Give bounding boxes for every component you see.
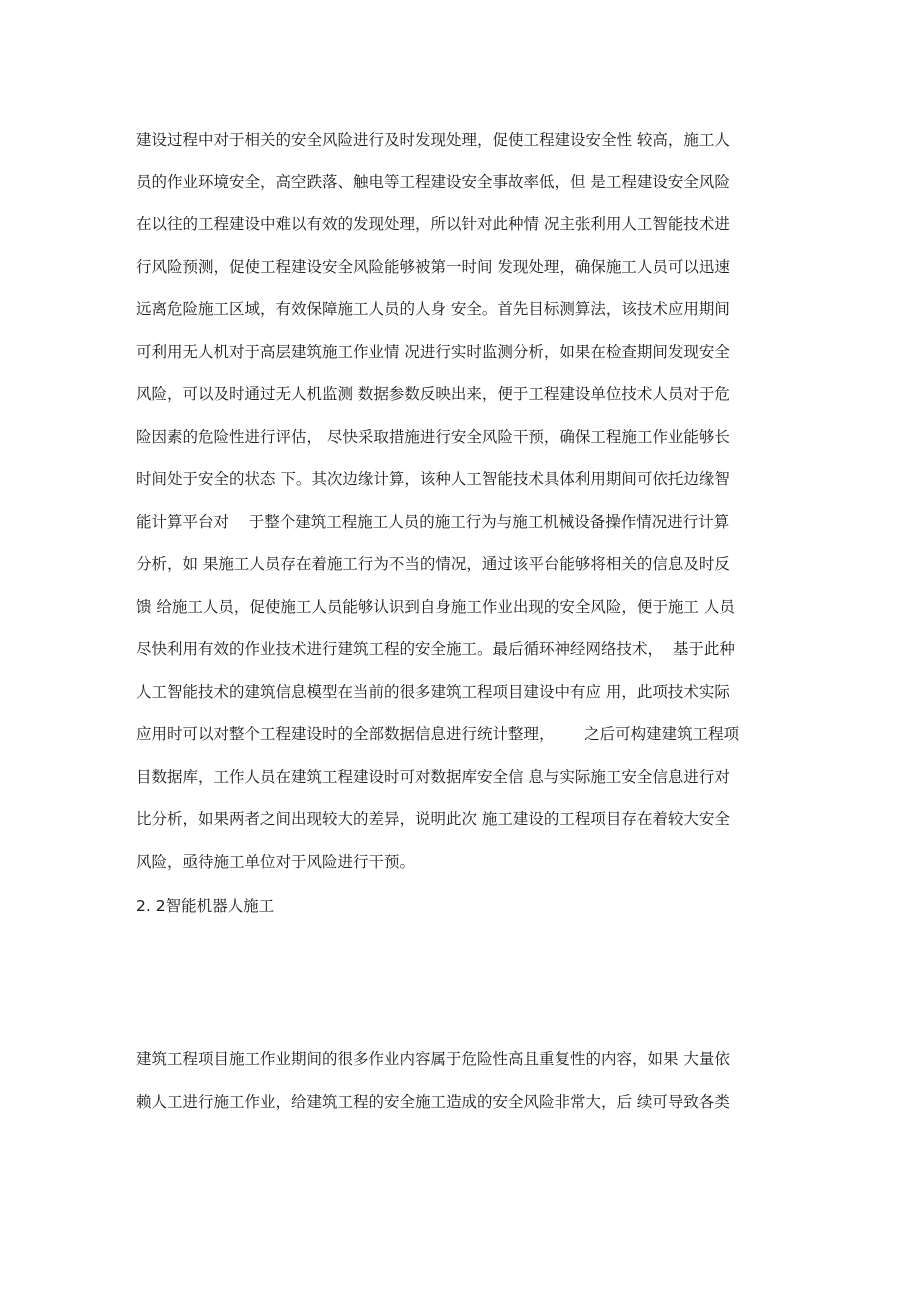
paragraph-line: 可利用无人机对于高层建筑施工作业情 况进行实时监测分析，如果在检查期间发现安全 [136,343,730,361]
paragraph-line: 能计算平台对 于整个建筑工程施工人员的施工行为与施工机械设备操作情况进行计算 [136,513,730,531]
paragraph-line: 比分析，如果两者之间出现较大的差异，说明此次 施工建设的工程项目存在着较大安全 [136,810,730,828]
paragraph-line: 风险，可以及时通过无人机监测 数据参数反映出来，便于工程建设单位技术人员对于危 [136,385,730,403]
paragraph-line: 建筑工程项目施工作业期间的很多作业内容属于危险性高且重复性的内容，如果 大量依 [136,1050,730,1068]
paragraph-line: 行风险预测，促使工程建设安全风险能够被第一时间 发现处理，确保施工人员可以迅速 [136,258,730,276]
paragraph-line: 目数据库，工作人员在建筑工程建设时可对数据库安全信 息与实际施工安全信息进行对 [136,768,730,786]
paragraph-line: 险因素的危险性进行评估， 尽快采取措施进行安全风险干预，确保工程施工作业能够长 [136,428,730,446]
paragraph-line: 馈 给施工人员，促使施工人员能够认识到自身施工作业出现的安全风险，便于施工 人员 [136,598,735,616]
section-heading: 2. 2智能机器人施工 [136,897,275,915]
paragraph-line: 尽快利用有效的作业技术进行建筑工程的安全施工。最后循环神经网络技术， 基于此种 [136,640,735,658]
paragraph-line: 在以往的工程建设中难以有效的发现处理，所以针对此种情 况主张利用人工智能技术进 [136,215,730,233]
paragraph-line: 应用时可以对整个工程建设时的全部数据信息进行统计整理， 之后可构建建筑工程项 [136,725,740,743]
paragraph-line: 远离危险施工区域，有效保障施工人员的人身 安全。首先目标测算法，该技术应用期间 [136,300,730,318]
paragraph-line: 赖人工进行施工作业，给建筑工程的安全施工造成的安全风险非常大，后 续可导致各类 [136,1093,730,1111]
paragraph-line: 员的作业环境安全，高空跌落、触电等工程建设安全事故率低，但 是工程建设安全风险 [136,173,730,191]
paragraph-line: 分析，如 果施工人员存在着施工行为不当的情况，通过该平台能够将相关的信息及时反 [136,555,730,573]
paragraph-line: 风险，亟待施工单位对于风险进行干预。 [136,853,416,871]
paragraph-line: 人工智能技术的建筑信息模型在当前的很多建筑工程项目建设中有应 用，此项技术实际 [136,683,730,701]
paragraph-line: 时间处于安全的状态 下。其次边缘计算，该种人工智能技术具体利用期间可依托边缘智 [136,470,730,488]
paragraph-line: 建设过程中对于相关的安全风险进行及时发现处理，促使工程建设安全性 较高，施工人 [136,131,730,149]
